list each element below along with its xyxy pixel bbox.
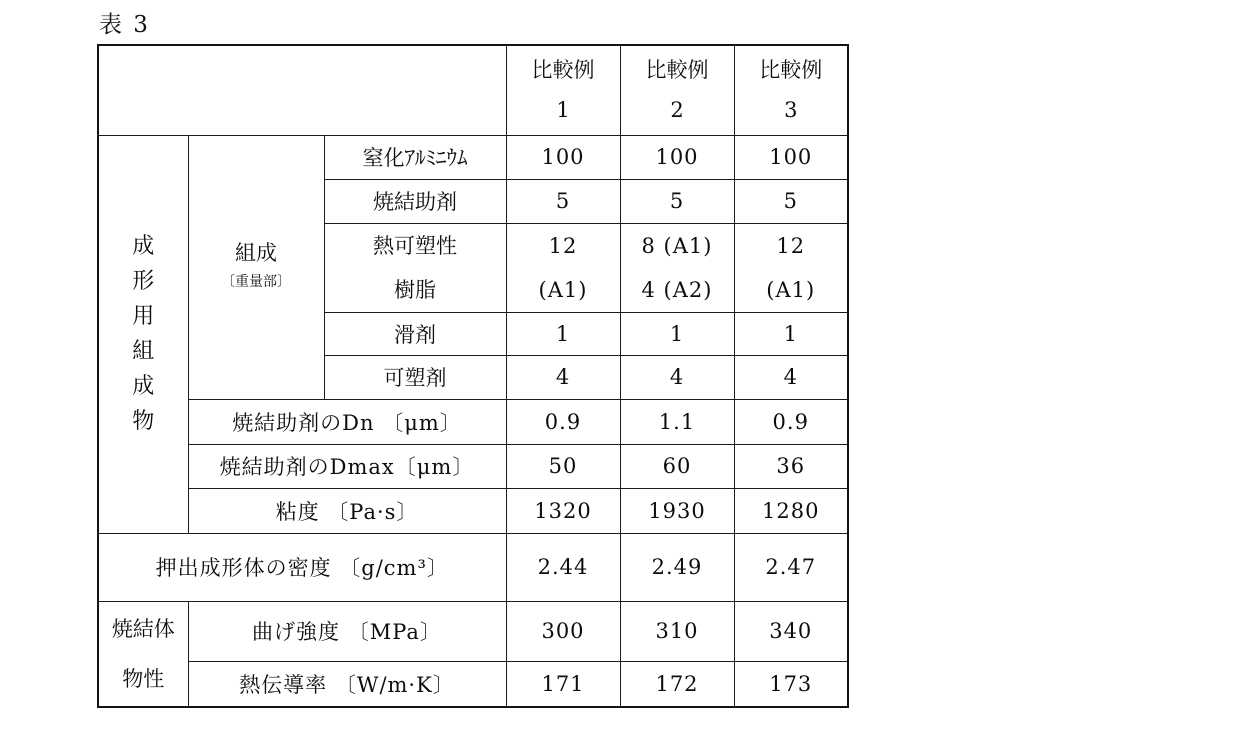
comparison-table [97, 44, 849, 708]
header-col-1-label: 比較例 [531, 58, 595, 83]
cell-dmax-c2: 60 [620, 444, 734, 488]
resin-c2-line2: 4 (A2) [641, 277, 713, 302]
cell-bending-strength-c2: 310 [620, 601, 734, 661]
cell-viscosity-c1: 1320 [506, 488, 620, 533]
cell-thermoplastic-resin-c1 [506, 223, 620, 312]
resin-c3-line2: (A1) [766, 277, 816, 302]
header-col-1-number: 1 [556, 98, 570, 123]
cell-lubricant-c2: 1 [620, 312, 734, 355]
sintered-group-label-line1: 焼結体 [111, 616, 175, 641]
row-sintering-aid-label: 焼結助剤 [324, 179, 506, 223]
resin-c1-line2: (A1) [538, 277, 588, 302]
cell-plasticizer-c1: 4 [506, 355, 620, 399]
header-comparative-example-3 [734, 45, 848, 135]
group-molding-composition-label: 成形用組成物 [132, 234, 155, 434]
header-col-3-number: 3 [784, 98, 798, 123]
cell-dn-c1: 0.9 [506, 399, 620, 444]
group-composition-parts [188, 135, 324, 399]
row-bending-strength-label: 曲げ強度 〔MPa〕 [188, 601, 506, 661]
cell-aluminum-nitride-c3: 100 [734, 135, 848, 179]
row-thermal-conductivity-label: 熱伝導率 〔W/m·K〕 [188, 661, 506, 707]
group-molding-composition [98, 135, 188, 533]
resin-c3-line1: 12 [776, 233, 806, 258]
composition-label: 組成 [235, 241, 277, 265]
cell-density-c3: 2.47 [734, 533, 848, 601]
row-density-label: 押出成形体の密度 〔g/cm³〕 [98, 533, 506, 601]
cell-thermal-conductivity-c2: 172 [620, 661, 734, 707]
cell-dn-c2: 1.1 [620, 399, 734, 444]
cell-viscosity-c2: 1930 [620, 488, 734, 533]
header-comparative-example-1 [506, 45, 620, 135]
composition-unit-label: 〔重量部〕 [221, 274, 291, 290]
thermoplastic-resin-label-line2: 樹脂 [394, 277, 436, 302]
cell-thermoplastic-resin-c2 [620, 223, 734, 312]
resin-c1-line1: 12 [548, 233, 578, 258]
row-plasticizer-label: 可塑剤 [324, 355, 506, 399]
thermoplastic-resin-label-line1: 熱可塑性 [373, 233, 457, 258]
row-aluminum-nitride-label: 窒化ｱﾙﾐﾆｳﾑ [324, 135, 506, 179]
row-dn-label: 焼結助剤のDn 〔μm〕 [188, 399, 506, 444]
cell-density-c2: 2.49 [620, 533, 734, 601]
cell-dn-c3: 0.9 [734, 399, 848, 444]
cell-sintering-aid-c1: 5 [506, 179, 620, 223]
header-col-3-label: 比較例 [759, 58, 823, 83]
cell-density-c1: 2.44 [506, 533, 620, 601]
cell-sintering-aid-c3: 5 [734, 179, 848, 223]
cell-sintering-aid-c2: 5 [620, 179, 734, 223]
cell-bending-strength-c3: 340 [734, 601, 848, 661]
cell-plasticizer-c2: 4 [620, 355, 734, 399]
row-lubricant-label: 滑剤 [324, 312, 506, 355]
cell-aluminum-nitride-c2: 100 [620, 135, 734, 179]
cell-thermal-conductivity-c3: 173 [734, 661, 848, 707]
sintered-group-label-line2: 物性 [122, 666, 165, 691]
cell-dmax-c3: 36 [734, 444, 848, 488]
cell-lubricant-c3: 1 [734, 312, 848, 355]
table-title: 表 3 [99, 12, 150, 38]
header-col-2-label: 比較例 [645, 58, 709, 83]
cell-viscosity-c3: 1280 [734, 488, 848, 533]
row-dmax-label: 焼結助剤のDmax〔μm〕 [188, 444, 506, 488]
resin-c2-line1: 8 (A1) [641, 233, 713, 258]
row-viscosity-label: 粘度 〔Pa·s〕 [188, 488, 506, 533]
group-sintered-body-properties [98, 601, 188, 707]
cell-aluminum-nitride-c1: 100 [506, 135, 620, 179]
row-thermoplastic-resin-label [324, 223, 506, 312]
cell-dmax-c1: 50 [506, 444, 620, 488]
cell-bending-strength-c1: 300 [506, 601, 620, 661]
cell-thermoplastic-resin-c3 [734, 223, 848, 312]
cell-thermal-conductivity-c1: 171 [506, 661, 620, 707]
header-blank-cell [98, 45, 506, 135]
header-col-2-number: 2 [670, 98, 684, 123]
header-comparative-example-2 [620, 45, 734, 135]
cell-lubricant-c1: 1 [506, 312, 620, 355]
cell-plasticizer-c3: 4 [734, 355, 848, 399]
